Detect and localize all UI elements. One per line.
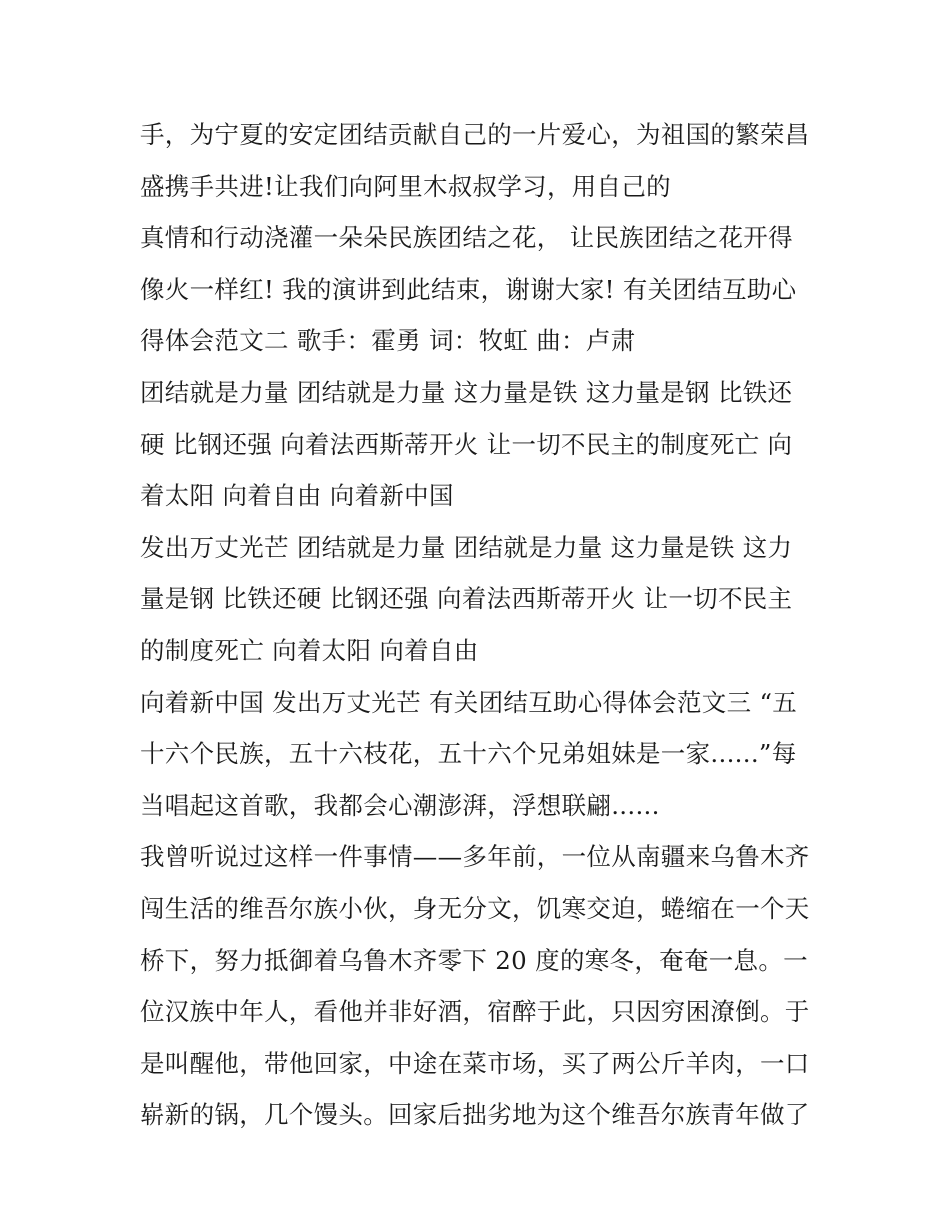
text-line: 真情和行动浇灌一朵朵民族团结之花， 让民族团结之花开得 bbox=[140, 223, 793, 253]
text-line: 团结就是力量 团结就是力量 这力量是铁 这力量是钢 比铁还 bbox=[140, 377, 793, 407]
text-line: 得体会范文二 歌手：霍勇 词：牧虹 曲：卢肃 bbox=[140, 326, 636, 356]
text-line: 量是钢 比铁还硬 比钢还强 向着法西斯蒂开火 让一切不民主 bbox=[140, 584, 793, 614]
text-line: 硬 比钢还强 向着法西斯蒂开火 让一切不民主的制度死亡 向 bbox=[140, 429, 793, 459]
text-line: 闯生活的维吾尔族小伙，身无分文，饥寒交迫，蜷缩在一个天 bbox=[140, 893, 810, 923]
text-line: 桥下，努力抵御着乌鲁木齐零下 20 度的寒冬，奄奄一息。一 bbox=[140, 945, 808, 975]
text-line: 的制度死亡 向着太阳 向着自由 bbox=[140, 635, 479, 665]
text-line: 十六个民族，五十六枝花，五十六个兄弟姐妹是一家......”每 bbox=[140, 739, 797, 769]
text-line: 我曾听说过这样一件事情——多年前，一位从南疆来乌鲁木齐 bbox=[140, 842, 810, 872]
body-text bbox=[140, 109, 840, 1141]
text-line: 是叫醒他，带他回家，中途在菜市场，买了两公斤羊肉，一口 bbox=[140, 1048, 810, 1078]
text-line: 当唱起这首歌，我都会心潮澎湃，浮想联翩...... bbox=[140, 790, 660, 820]
text-line: 手，为宁夏的安定团结贡献自己的一片爱心，为祖国的繁荣昌 bbox=[140, 120, 810, 149]
text-line: 位汉族中年人，看他并非好酒，宿醉于此，只因穷困潦倒。于 bbox=[140, 997, 810, 1027]
text-line: 像火一样红! 我的演讲到此结束，谢谢大家! 有关团结互助心 bbox=[140, 274, 797, 304]
text-line: 着太阳 向着自由 向着新中国 bbox=[140, 481, 454, 511]
text-line: 崭新的锅，几个馒头。回家后拙劣地为这个维吾尔族青年做了 bbox=[140, 1100, 810, 1130]
text-line: 向着新中国 发出万丈光芒 有关团结互助心得体会范文三 “五 bbox=[140, 687, 798, 717]
text-line: 盛携手共进!让我们向阿里木叔叔学习，用自己的 bbox=[140, 171, 671, 201]
text-line: 发出万丈光芒 团结就是力量 团结就是力量 这力量是铁 这力 bbox=[140, 532, 793, 562]
